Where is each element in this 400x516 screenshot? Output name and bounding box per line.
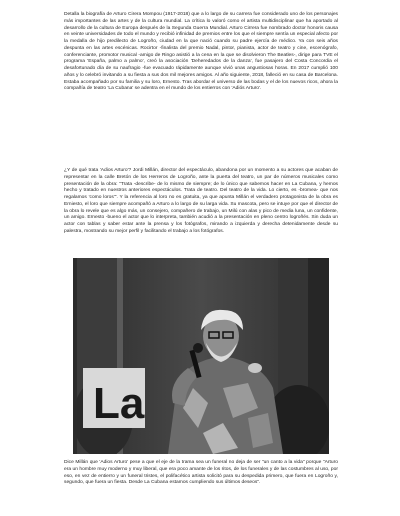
paragraph-plot: ¿Y de qué trata 'Adios Arturo'? Jordi Millán, director del espectáculo, abandona por un momento a su actores que acaban de representar en la calle Bretón de los Herreros de Logroño, ante la puerta del teatro, un par de números musicales como presentación de la obra: "Trata -describe- de lo mismo de siempre; de lo único que sabemos hacer en La Cubana, y hemos hecho y tratado en nuestros anteriores espectáculos. Trata de teatro. Del teatro de la vida. Lo cierto, es -bromea- que nos regalamos 'como loros'". Y la referencia al loro no es gratuita, ya que apunta Millán el verdadero protagonista de la obra es Erniesto, el loro que siempre acompañó a Arturo a lo largo de su larga vida. Su mascota, pero se intuye por que el director de la obra lo revele que es algo más, un consejero, compañero de trabajo, un Milú con alas y pico de media luna, un confidente, un amigo. Ernesto -bueno el actor que lo interpreta, también acudió a la presentación en pleno centro logroñés. Sin duda un actor con tablas y saber estar ante la prensa y los fotógrafos, mirando a izquierda y derecha detenidamente desde su palestra, mostrando su mejor perfil y facilitando el trabajo a los fotógrafos. (64, 168, 338, 234)
paragraph-biography: Detalla la biografía de Arturo Cirera Mompou (1917-2018) que a lo largo de su carrera fue considerado uno de los personajes más importantes de las artes y de la cultura mundial. La crítica lo valoró como el artista multidisciplinar que ha aportado al desarrollo de la cultura de Europa después de la Segunda Guerra Mundial. Arturo Cirrera fue nombrado doctor honoris causa en veinte universidades de todo el mundo y recibió infinidad de premios entre los que el siempre sentía un especial afecto por la medalla de hijo predilecto de Logroño, ciudad en la que nació cuando su padre ejercía de médico. Ya con seis años despunta en las artes escénicas. Rocirtor -finalista del premio Nadal, pintor, pianista, actor de teatro y cine, escenógrafo, conferenciante, promotor musical -amigo de Ringo asistió a la cena en la que se disolvieron The Beatles-, dirige para TVE el programa 'España, palmo a palmo', creó la asociación 'Deheredados de la danza', fue pasajero del Costa Concordia el desafortunado día de su naufragio -fue evacuado rápidamente aunque vivió unas angustiosas horas. En 2017 cumplió 100 años y lo celebró invitando a su fiesta a sus dos mil mejores amigos. Al año siguiente, 2018, falleció en su casa de Barcelona. Estaba acompañado por su familia y su loro, Ernesto. Tras abordar el universo de las bodas y el de los nuevos ricos, ahora la compañía de teatro 'La Cubana' se adentra en el mundo de los entierros con 'Adiós Arturo'. (64, 12, 338, 92)
paragraph-funeral: Dice Millán que 'Adios Arturo' pese a que el eje de la trama sea un funeral no deja de ser "un canto a la vida" porque "Arturo era un hombre muy moderno y muy liberal, que era poco amante de los ritos, de los funerales y de las costumbres al uso, por eso, en vez de entierro y un funeral tristes, el polifacético artista solicitó para su despedida primero, que fuera en Logroño y, segundo, que fuera un fiesta. Desde La Cubana estamos cumpliendo sus últimos deseos". (64, 460, 338, 486)
sign-text: La (93, 379, 145, 428)
performance-photo (73, 258, 329, 454)
